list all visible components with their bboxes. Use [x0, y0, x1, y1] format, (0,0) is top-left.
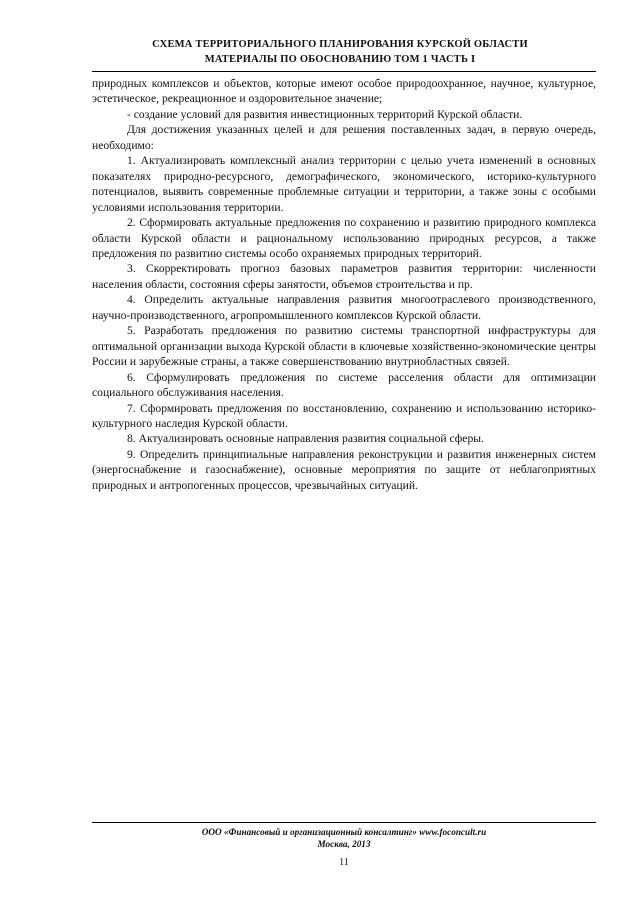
footer-company: ООО «Финансовый и организационный консалтинг» www.foconcult.ru	[201, 827, 487, 837]
header-divider	[92, 71, 596, 72]
page-header	[80, 37, 600, 67]
paragraph-intro: Для достижения указанных целей и для решения поставленных задач, в первую очередь, необходимо:	[92, 123, 596, 152]
header-title: СХЕМА ТЕРРИТОРИАЛЬНОГО ПЛАНИРОВАНИЯ КУРСКОЙ ОБЛАСТИ	[152, 39, 528, 50]
list-item-2: 2. Сформировать актуальные предложения по сохранению и развитию природного комплекса области Курской области и рациональному использованию природных ресурсов, а также предложения по развитию системы особо охраняемых природных территорий.	[92, 216, 596, 260]
page-footer	[92, 826, 596, 850]
paragraph-bullet: - создание условий для развития инвестиционных территорий Курской области.	[127, 107, 523, 121]
list-item-9: 9. Определить принципиальные направления реконструкции и развития инженерных систем (энергоснабжение и газоснабжение), основные мероприятия по защите от неблагоприятных природных и антропогенных процессов, чрезвычайных ситуаций.	[92, 447, 596, 492]
list-item-3: 3. Скорректировать прогноз базовых параметров развития территории: численности населения области, состояния сферы занятости, объемов строительства и пр.	[92, 262, 596, 291]
page-number: 11	[339, 857, 349, 868]
list-item-5: 5. Разработать предложения по развитию системы транспортной инфраструктуры для оптимальной организации выхода Курской области в ключевые хозяйственно-экономические центры России и зарубежные страны, а также совершенствованию внутриобластных связей.	[92, 324, 596, 369]
list-item-1: 1. Актуализировать комплексный анализ территории с целью учета изменений в основных показателях природно-ресурсного, демографического, экономического, историко-культурного потенциалов, выявить современные проблемные ситуации и территории, а также зоны с особыми условиями использования территории.	[92, 154, 596, 214]
footer-city-year: Москва, 2013	[317, 839, 371, 849]
footer-divider	[92, 822, 596, 823]
list-item-7: 7. Сформировать предложения по восстановлению, сохранению и использованию историко-культурного наследия Курской области.	[92, 401, 596, 430]
list-item-4: 4. Определить актуальные направления развития многоотраслевого производственного, научно-производственного, агропромышленного комплексов Курской области.	[92, 293, 596, 322]
list-item-6: 6. Сформулировать предложения по системе расселения области для оптимизации социального обслуживания населения.	[92, 370, 596, 400]
header-subtitle: МАТЕРИАЛЫ ПО ОБОСНОВАНИЮ ТОМ 1 ЧАСТЬ I	[204, 54, 476, 65]
paragraph-continuation: природных комплексов и объектов, которые имеют особое природоохранное, научное, культурное, эстетическое, рекреационное и оздоровительное значение;	[92, 77, 596, 106]
body-text	[92, 76, 596, 493]
list-item-8: 8. Актуализировать основные направления развития социальной сферы.	[127, 432, 484, 446]
